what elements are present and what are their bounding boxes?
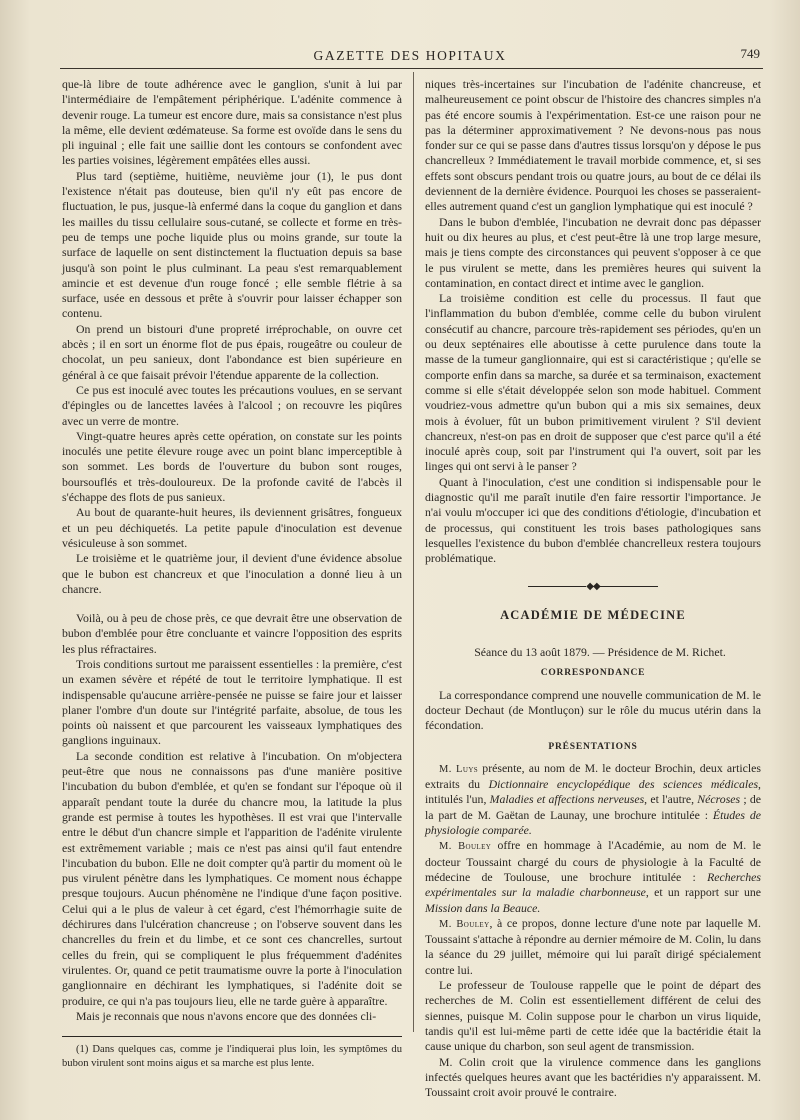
header-rule <box>60 68 763 69</box>
paragraph: Vingt-quatre heures après cette opération, on constate sur les points inoculés une petite élevure rouge avec un point blanc imperceptible à son sommet. Les bords de l'ouverture du bubon sont rouges, boursouflés et très-douloureux. De la profonde cavité de l'abcès il s'échappe des flots de pus sanieux. <box>62 428 402 505</box>
paragraph: Mais je reconnais que nous n'avons encore que des données cli- <box>76 1008 377 1023</box>
paragraph-luys <box>425 761 761 838</box>
page-header <box>60 40 760 70</box>
text-run: offre en hommage à l'Académie, au nom de M. le docteur Toussaint chargé du cours de physiologie à la Faculté de médecine de Toulouse, une brochure intitulée : <box>425 838 761 884</box>
paragraph: La correspondance comprend une nouvelle communication de M. le docteur Dechaut (de Montluçon) sur le rôle du mucus utérin dans la fécondation. <box>425 687 761 733</box>
paragraph: La seconde condition est relative à l'incubation. On m'objectera peut-être que nous ne connaissons pas d'une manière positive l'incubation du bubon d'emblée, et qu'en se fondant sur l'époque où il apparaît pendant toute la durée du chancre mou, la latitude la plus grande est permise à toutes les hypothèses. Il est vrai que l'intervalle entre le début d'un chancre simple et l'apparition de l'adénite virulente est extrêmement variable ; mais ce n'est pas ainsi qu'il faut entendre l'incubation du bubon. Elle ne doit compter qu'à partir du moment où le pus virulent pénètre dans les lymphatiques. Ce moment nous échappe presque toujours. Aucun phénomène ne l'indique d'une façon positive. Celui qui a le plus de valeur à cet égard, c'est l'hémorrhagie suite de déchirures dans l'ulcération chancreuse ; on l'observe souvent dans les chancrelles du frein et du limbe, et ce sont ces chancrelles, surtout celles du frein, qui se compliquent le plus fréquemment d'adénites virulentes. Or, quand ce petit traumatisme ouvre la porte à l'inoculation ganglionnaire en déchirant les lymphatiques, si l'adénite doit se produire, ce qui n'a pas toujours lieu, elle ne tarde guère à apparaître. <box>62 748 402 1008</box>
section-separator: ◆◆ <box>425 579 761 594</box>
italic-title: Nécroses <box>697 792 741 807</box>
italic-title: Maladies et affections nerveuses <box>489 792 645 807</box>
paragraph: La troisième condition est celle du processus. Il faut que l'inflammation du bubon d'emblée, comme celle du bubon virulent consécutif au chancre, parcoure très-rapidement ses périodes, qu'en un ou deux septénaires elle aboutisse à cette purulence dans toute la masse de la tumeur ganglionnaire, qui est si caractéristique ; qu'elle se comporte enfin dans sa marche, sa durée et sa terminaison, exactement comme si elle s'était développée selon son mode habituel. Comment voudriez-vous admettre qu'un bubon qui a mis six semaines, deux mois à évoluer, fût un bubon primitivement virulent ? S'il devient chancreux, n'est-on pas en droit de supposer que c'est parce qu'il a été inoculé après coup, soit par l'instrument qui l'a ouvert, soit par les linges qui ont servi à le panser ? <box>425 291 761 474</box>
text-run: , et l'autre, <box>644 792 698 807</box>
paragraph: Quant à l'inoculation, c'est une condition si indispensable pour le diagnostic qu'il me paraît inutile d'en faire ressortir l'importance. Je n'ai voulu m'occuper ici que des conditions d'étiologie, d'incubation et de processus, qui constituent les trois bases pathologiques sans lesquelles l'existence du bubon d'emblée chancrelleux restera toujours problématique. <box>425 474 761 566</box>
italic-title: Mission dans la Beauce. <box>425 900 541 915</box>
session-line: Séance du 13 août 1879. — Présidence de M. Richet. <box>474 645 726 660</box>
paragraph: Ce pus est inoculé avec toutes les précautions voulues, en se servant d'épingles ou de lancettes lavées à l'alcool ; on recouvre les piqûres avec un verre de montre. <box>62 382 402 428</box>
paragraph: que-là libre de toute adhérence avec le ganglion, s'unit à lui par l'intermédiaire de l'empâtement périphérique. L'adénite commence à devenir rouge. La tumeur est encore dure, mais sa consistance n'est plus la même, elle devient œdémateuse. Sa forme est ovoïde dans le sens du pli inguinal ; elle fait une saillie dont les contours se confondent avec les parties voisines, légèrement empâtées elles aussi. <box>62 77 402 168</box>
column-divider <box>413 72 414 1032</box>
footnote-rule <box>62 1036 402 1037</box>
text-run: , à ce propos, donne lecture d'une note par laquelle M. Toussaint s'attache à répondre au dernier mémoire de M. Colin, lu dans la séance du 29 juillet, mémoire qui lui paraît dirigé spécialement contre lui. <box>425 915 761 977</box>
text-run: ; de la part de M. Gaëtan de Launay, une brochure intitulée : <box>425 792 762 822</box>
text-run: présente, au nom de M. le docteur Brochin, deux articles extraits du <box>425 760 761 792</box>
speaker-name: M. Luys <box>439 763 479 775</box>
paragraph: Voilà, ou à peu de chose près, ce que devrait être une observation de bubon d'emblée pour être concluante et vaincre l'opposition des esprits les plus réfractaires. <box>62 611 402 656</box>
journal-title: GAZETTE DES HOPITAUX <box>313 48 507 63</box>
italic-title: Études de physiologie comparée. <box>425 807 761 838</box>
speaker-name: M. Bouley <box>439 918 490 930</box>
paragraph: Le troisième et le quatrième jour, il devient d'une évidence absolue que le bubon est chancreux et que l'inoculation a donné lieu à un chancre. <box>62 551 402 596</box>
paragraph-bouley <box>425 838 761 915</box>
paragraph: Le professeur de Toulouse rappelle que le point de départ des recherches de M. Colin est essentiellement différent de celui des siennes, puisque M. Colin suppose pour le charbon un virus liquide, tandis qu'il est lui-même parti de cette idée que la bactéridie était la cause unique du charbon, son seul agent de transmission. <box>425 978 761 1054</box>
italic-title: Dictionnaire encyclopédique des sciences médicales <box>488 777 759 792</box>
paragraph: Plus tard (septième, huitième, neuvième jour (1), le pus dont l'existence n'était pas douteuse, bien qu'il n'y eût pas encore de fluctuation, le pus, jusque-là enfermé dans la coque du ganglion et dans les mailles du tissu cellulaire sous-cutané, se collecte et forme en très-peu de temps une poche liquide plus ou moins grande, sur toute la surface de laquelle on sent distinctement la fluctuation depuis sa base jusqu'à son point le plus culminant. La peau s'est remarquablement amincie et est devenue d'un rouge foncé ; elle semble flétrie à sa surface, usée en dessous et prête à s'ouvrir pour laisser échapper son contenu. <box>62 168 402 321</box>
paragraph: M. Colin croit que la virulence commence dans les ganglions infectés quelques heures avant que les bactéridies n'y apparaissent. M. Toussaint croit avoir prouvé le contraire. <box>425 1054 761 1100</box>
italic-title: Recherches expérimentales sur la maladie charbonneuse <box>425 869 761 900</box>
section-title: ACADÉMIE DE MÉDECINE <box>500 607 686 622</box>
text-run: , intitulés l'un, <box>425 777 761 807</box>
paragraph: niques très-incertaines sur l'incubation de l'adénite chancreuse, et malheureusement ce point obscur de l'histoire des chancres simples n'a pas été encore soumis à l'expérimentation. Est-ce une raison pour ne pas la déterminer approximativement ? Ne devons-nous pas nous fonder sur ce qui se passe dans d'autres tissus lorsqu'on y dépose le pus chancrelleux ? Immédiatement le travail morbide commence, et, si ses effets sont obscurs pendant trois ou quatre jours, au bout de ce délai ils deviennent de la dernière évidence. Pourquoi les choses se passeraient-elles autrement quand c'est un ganglion lymphatique qui est inoculé ? <box>425 77 761 214</box>
spacer <box>62 597 402 611</box>
page-number: 749 <box>740 46 760 61</box>
paragraph: Au bout de quarante-huit heures, ils deviennent grisâtres, fongueux et un peu déchiquetés. La petite papule d'inoculation est devenue vésiculeuse à son sommet. <box>62 505 402 550</box>
paragraph-bouley-note <box>425 916 761 978</box>
right-column <box>425 77 761 1100</box>
footnote: (1) Dans quelques cas, comme je l'indiquerai plus loin, les symptômes du bubon virulent sont moins aigus et sa marche est plus lente. <box>62 1044 402 1069</box>
subhead-correspondance: CORRESPONDANCE <box>540 668 646 679</box>
paragraph: Trois conditions surtout me paraissent essentielles : la première, c'est un examen sévère et répété de tout le territoire lymphatique. Il est indispensable qu'aucune arrière-pensée ne puisse se faire jour et laisser planer l'ombre d'un doute sur l'intégrité parfaite, absolue, de tous les points où naissent et que parcourent les vaisseaux lymphatiques des ganglions inguinaux. <box>62 656 402 748</box>
subhead-presentations: PRÉSENTATIONS <box>548 741 638 752</box>
speaker-name: M. Bouley <box>439 841 492 853</box>
text-run: , et un rapport sur une <box>645 885 761 900</box>
left-column <box>62 77 402 1070</box>
paragraph: Dans le bubon d'emblée, l'incubation ne devrait donc pas dépasser huit ou dix heures au plus, et c'est peut-être là une trop large mesure, mais je tiens compte des circonstances qui peuvent s'opposer à ce que le pus virulent se mette, dans les premières heures qui suivent la contamination, en contact direct et intime avec le ganglion. <box>425 214 761 290</box>
paragraph: On prend un bistouri d'une propreté irréprochable, on ouvre cet abcès ; il en sort un énorme flot de pus épais, rougeâtre ou couleur de chocolat, un peu sanieux, dont l'abondance est bien supérieure en général à ce que faisait prévoir l'étendue apparente de la collection. <box>62 321 402 382</box>
